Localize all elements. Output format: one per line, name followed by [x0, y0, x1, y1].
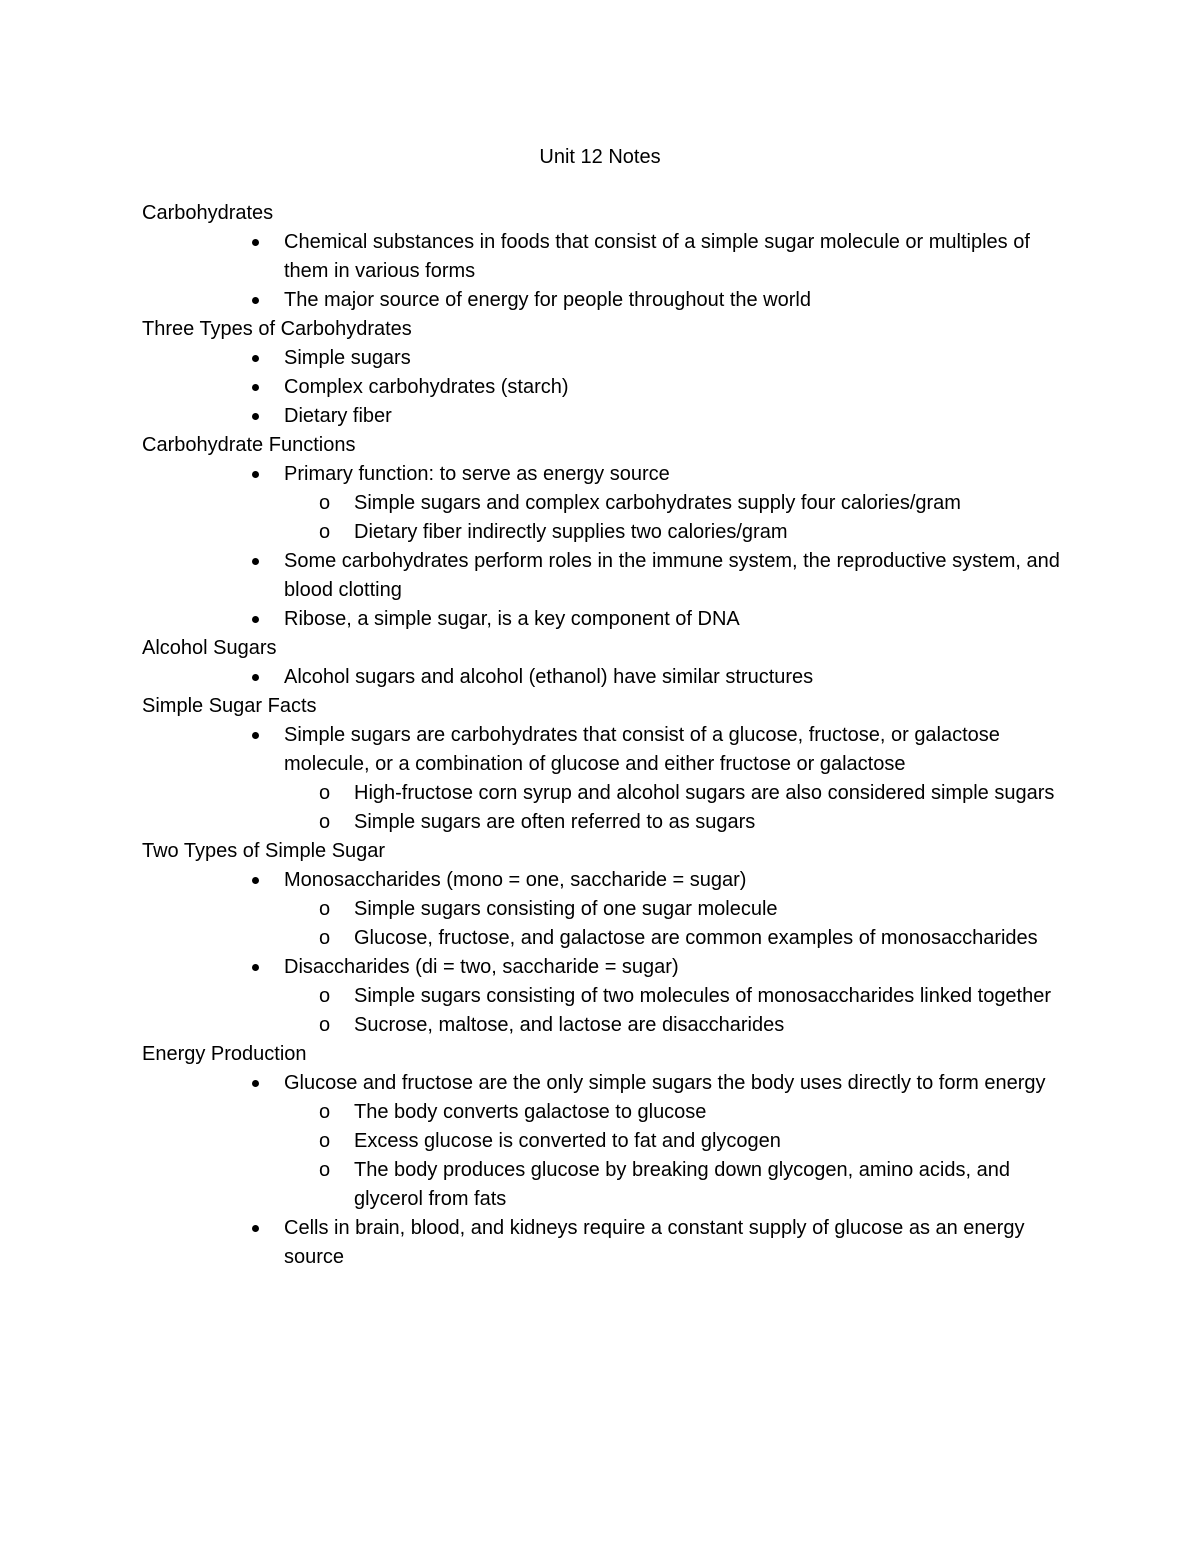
list-item	[284, 1214, 1072, 1272]
list-item	[284, 721, 1072, 837]
notes-body	[142, 199, 1072, 1272]
bullet-icon	[252, 413, 259, 420]
sub-list-item-text: Simple sugars consisting of one sugar molecule	[354, 898, 778, 920]
sub-list-item	[319, 518, 1072, 547]
section-heading: Two Types of Simple Sugar	[142, 840, 386, 862]
list-item-text: Dietary fiber	[284, 405, 392, 427]
list-item-text: Complex carbohydrates (starch)	[284, 376, 569, 398]
bullet-icon	[252, 471, 259, 478]
list-item	[284, 402, 1072, 431]
list-item	[284, 866, 1072, 953]
bullet-list	[142, 721, 1072, 837]
list-item	[284, 460, 1072, 547]
list-item	[284, 547, 1072, 605]
page-title: Unit 12 Notes	[539, 146, 661, 168]
list-item-text: Simple sugars	[284, 347, 411, 369]
bullet-icon	[252, 1080, 259, 1087]
list-item-text: Disaccharides (di = two, saccharide = sugar)	[284, 956, 679, 978]
circle-bullet-icon: o	[319, 1130, 331, 1152]
circle-bullet-icon: o	[319, 1014, 331, 1036]
sub-list-item-text: Excess glucose is converted to fat and glycogen	[354, 1130, 781, 1152]
sub-list-item-text: The body produces glucose by breaking down glycogen, amino acids, and glycerol from fats	[354, 1159, 1010, 1210]
list-item-text: Chemical substances in foods that consist of a simple sugar molecule or multiples of them in various forms	[284, 231, 1030, 282]
sub-list-item	[319, 489, 1072, 518]
bullet-icon	[252, 877, 259, 884]
list-item	[284, 373, 1072, 402]
bullet-icon	[252, 1225, 259, 1232]
bullet-icon	[252, 355, 259, 362]
section-heading: Energy Production	[142, 1043, 307, 1065]
bullet-list	[142, 663, 1072, 692]
list-item-text: Simple sugars are carbohydrates that consist of a glucose, fructose, or galactose molecule, or a combination of glucose and either fructose or galactose	[284, 724, 1000, 775]
bullet-icon	[252, 384, 259, 391]
circle-bullet-icon: o	[319, 1159, 331, 1181]
circle-bullet-icon: o	[319, 521, 331, 543]
bullet-icon	[252, 558, 259, 565]
sub-list-item	[319, 1098, 1072, 1127]
sub-list-item-text: Sucrose, maltose, and lactose are disaccharides	[354, 1014, 785, 1036]
sub-list-item-text: Dietary fiber indirectly supplies two calories/gram	[354, 521, 788, 543]
list-item-text: Ribose, a simple sugar, is a key component of DNA	[284, 608, 740, 630]
sub-list-item-text: Simple sugars and complex carbohydrates supply four calories/gram	[354, 492, 961, 514]
list-item	[284, 228, 1072, 286]
circle-bullet-icon: o	[319, 1101, 331, 1123]
list-item-text: Cells in brain, blood, and kidneys require a constant supply of glucose as an energy source	[284, 1217, 1025, 1268]
bullet-list	[142, 460, 1072, 634]
sub-list-item	[319, 982, 1072, 1011]
sub-list-item	[319, 808, 1072, 837]
sub-list-item	[319, 895, 1072, 924]
list-item	[284, 286, 1072, 315]
list-item-text: Glucose and fructose are the only simple sugars the body uses directly to form energy	[284, 1072, 1046, 1094]
bullet-list	[142, 866, 1072, 1040]
circle-bullet-icon: o	[319, 985, 331, 1007]
section-heading: Alcohol Sugars	[142, 637, 277, 659]
sub-list-item	[319, 1127, 1072, 1156]
circle-bullet-icon: o	[319, 927, 331, 949]
bullet-icon	[252, 297, 259, 304]
bullet-list	[142, 344, 1072, 431]
bullet-icon	[252, 616, 259, 623]
list-item	[284, 605, 1072, 634]
sub-bullet-list	[284, 779, 1072, 837]
bullet-list	[142, 228, 1072, 315]
circle-bullet-icon: o	[319, 811, 331, 833]
list-item-text: Primary function: to serve as energy source	[284, 463, 670, 485]
sub-bullet-list	[284, 982, 1072, 1040]
sub-bullet-list	[284, 489, 1072, 547]
bullet-icon	[252, 239, 259, 246]
list-item	[284, 1069, 1072, 1214]
bullet-icon	[252, 964, 259, 971]
circle-bullet-icon: o	[319, 782, 331, 804]
list-item-text: Alcohol sugars and alcohol (ethanol) have similar structures	[284, 666, 814, 688]
sub-list-item	[319, 924, 1072, 953]
sub-list-item-text: Glucose, fructose, and galactose are common examples of monosaccharides	[354, 927, 1038, 949]
circle-bullet-icon: o	[319, 492, 331, 514]
list-item-text: The major source of energy for people throughout the world	[284, 289, 811, 311]
sub-list-item	[319, 1011, 1072, 1040]
section-heading: Simple Sugar Facts	[142, 695, 317, 717]
list-item	[284, 953, 1072, 1040]
circle-bullet-icon: o	[319, 898, 331, 920]
sub-list-item-text: Simple sugars are often referred to as sugars	[354, 811, 756, 833]
bullet-icon	[252, 674, 259, 681]
list-item	[284, 344, 1072, 373]
sub-bullet-list	[284, 1098, 1072, 1214]
sub-bullet-list	[284, 895, 1072, 953]
bullet-icon	[252, 732, 259, 739]
sub-list-item-text: Simple sugars consisting of two molecules of monosaccharides linked together	[354, 985, 1052, 1007]
bullet-list	[142, 1069, 1072, 1272]
section-heading: Carbohydrate Functions	[142, 434, 356, 456]
sub-list-item-text: High-fructose corn syrup and alcohol sugars are also considered simple sugars	[354, 782, 1055, 804]
sub-list-item	[319, 779, 1072, 808]
section-heading: Three Types of Carbohydrates	[142, 318, 412, 340]
section-heading: Carbohydrates	[142, 202, 274, 224]
list-item-text: Some carbohydrates perform roles in the immune system, the reproductive system, and blood clotting	[284, 550, 1060, 601]
list-item-text: Monosaccharides (mono = one, saccharide = sugar)	[284, 869, 747, 891]
sub-list-item-text: The body converts galactose to glucose	[354, 1101, 707, 1123]
sub-list-item	[319, 1156, 1072, 1214]
list-item	[284, 663, 1072, 692]
